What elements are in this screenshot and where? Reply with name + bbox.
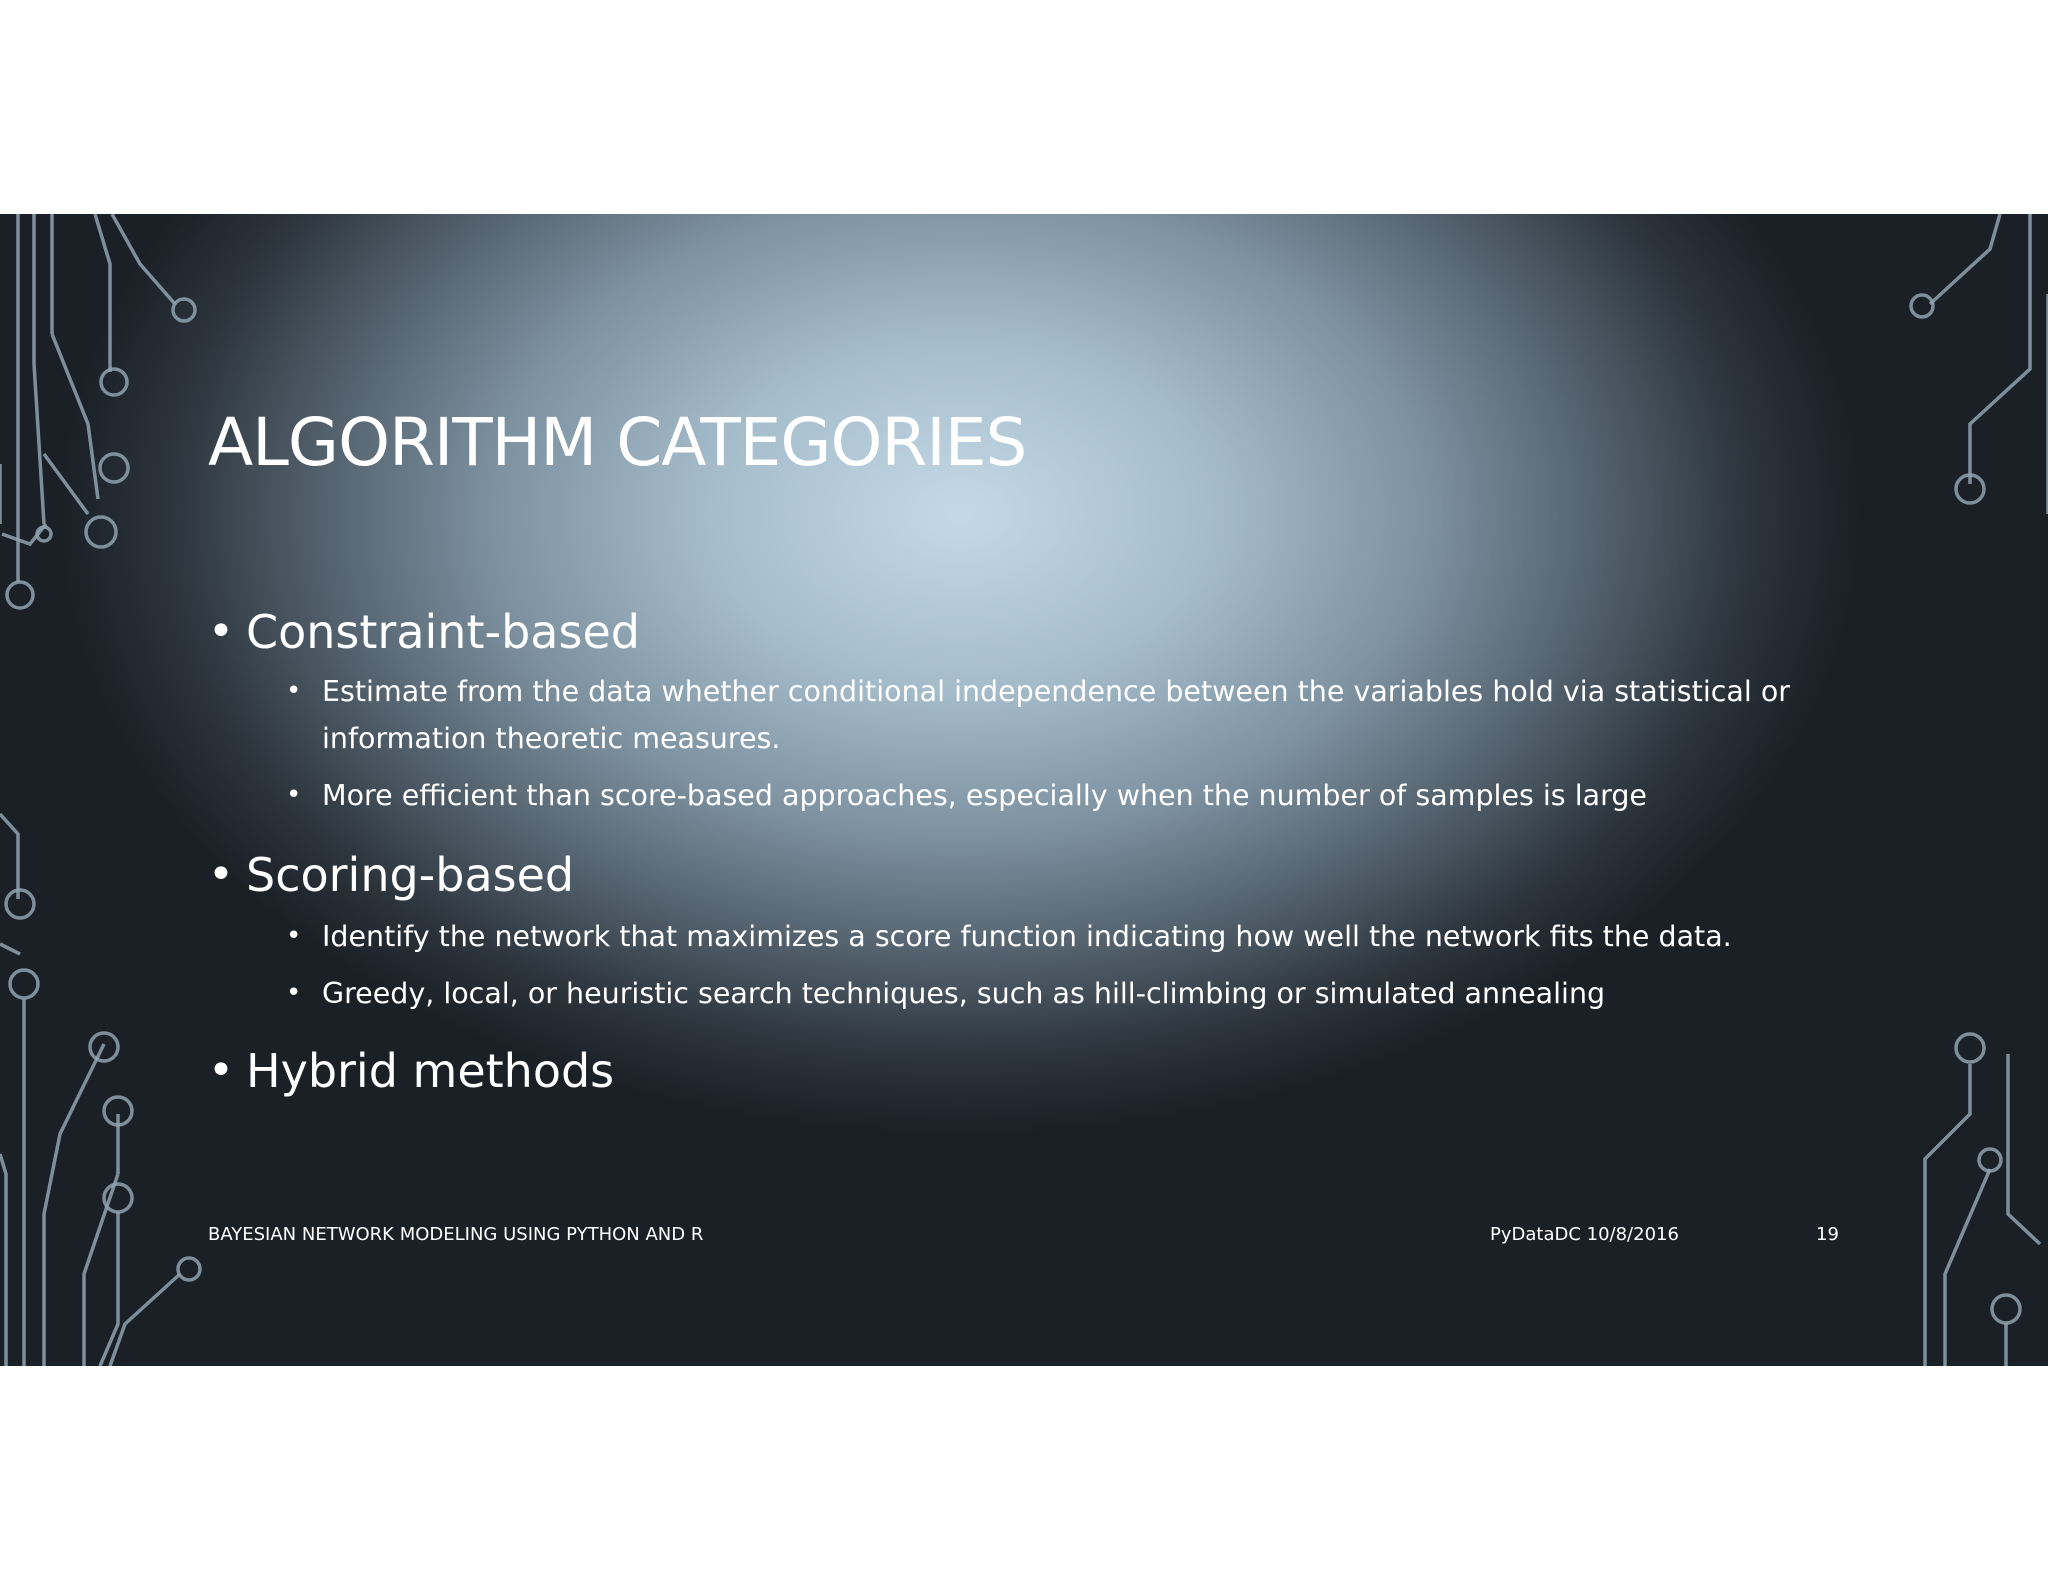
bullet-heading-scoring-based: [208, 847, 1828, 903]
bullet-point: [208, 913, 1828, 960]
bullet-icon: •: [286, 676, 302, 706]
bullet-point-text: Greedy, local, or heuristic search techniques, such as hill-climbing or simulated annealing: [322, 977, 1606, 1010]
bullet-icon: •: [208, 1045, 234, 1096]
slide-title: ALGORITHM CATEGORIES: [208, 404, 1027, 481]
bullet-icon: •: [208, 849, 234, 900]
footer-date: PyDataDC 10/8/2016: [1490, 1224, 1679, 1245]
bullet-point-text: Estimate from the data whether conditional independence between the variables hold via statistical or information theoretic measures.: [322, 675, 1791, 755]
bullet-heading-text: Constraint-based: [246, 605, 640, 659]
slide-content: [208, 604, 1828, 1098]
bullet-icon: •: [286, 921, 302, 951]
bullet-heading-hybrid-methods: [208, 1043, 1828, 1099]
footer-page-number: 19: [1816, 1224, 1839, 1245]
bullet-icon: •: [286, 978, 302, 1008]
bullet-heading-constraint-based: [208, 604, 1828, 660]
bullet-point: [208, 970, 1828, 1017]
bullet-icon: •: [208, 606, 234, 657]
bullet-point-text: More efficient than score-based approaches, especially when the number of samples is large: [322, 779, 1647, 812]
bullet-point-text: Identify the network that maximizes a score function indicating how well the network fits the data.: [322, 920, 1732, 953]
footer-presentation-title: BAYESIAN NETWORK MODELING USING PYTHON AND R: [208, 1224, 704, 1245]
bullet-heading-text: Hybrid methods: [246, 1044, 615, 1098]
bullet-icon: •: [286, 780, 302, 810]
bullet-heading-text: Scoring-based: [246, 848, 575, 902]
bullet-point: [208, 668, 1828, 762]
slide: [0, 214, 2048, 1366]
bullet-point: [208, 772, 1828, 819]
